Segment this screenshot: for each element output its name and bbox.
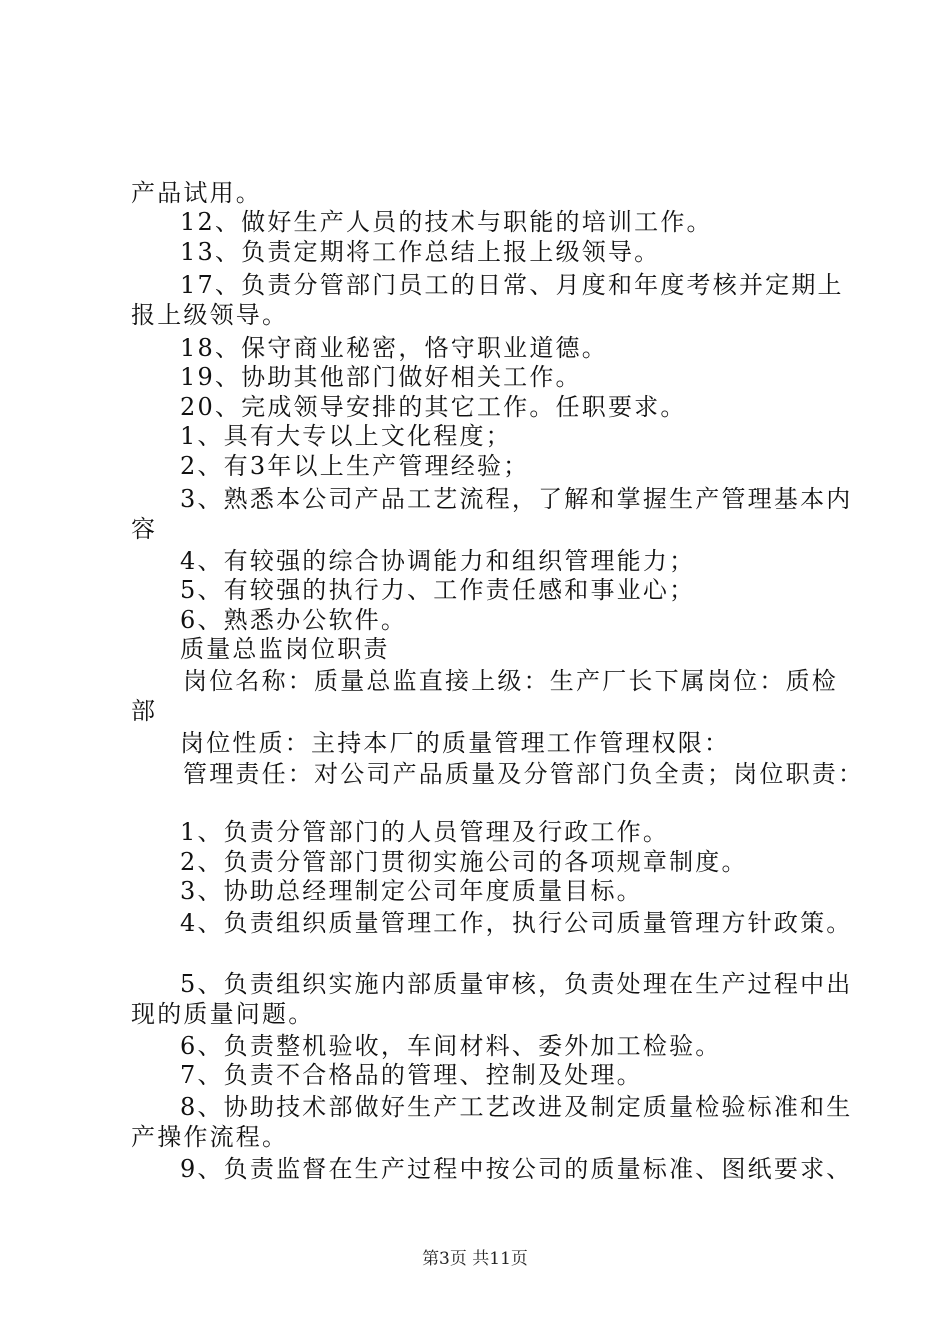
text-line: 9、负责监督在生产过程中按公司的质量标准、图纸要求、	[180, 1155, 853, 1183]
text-line: 5、有较强的执行力、工作责任感和事业心；	[180, 576, 696, 604]
text-line: 产品试用。	[131, 179, 262, 207]
text-line: 18、保守商业秘密，恪守职业道德。	[180, 334, 608, 362]
section-heading: 质量总监岗位职责	[180, 635, 390, 663]
text-line: 8、协助技术部做好生产工艺改进及制定质量检验标准和生	[180, 1093, 853, 1121]
text-line: 岗位名称：质量总监直接上级：生产厂长下属岗位：质检	[183, 667, 838, 695]
text-line: 20、完成领导安排的其它工作。任职要求。	[180, 393, 687, 421]
text-line: 报上级领导。	[131, 301, 289, 329]
text-line: 12、做好生产人员的技术与职能的培训工作。	[180, 208, 713, 236]
text-line: 1、具有大专以上文化程度；	[180, 422, 512, 450]
text-line: 17、负责分管部门员工的日常、月度和年度考核并定期上	[180, 271, 844, 299]
text-line: 4、有较强的综合协调能力和组织管理能力；	[180, 547, 696, 575]
text-line: 19、协助其他部门做好相关工作。	[180, 363, 582, 391]
text-line: 1、负责分管部门的人员管理及行政工作。	[180, 818, 670, 846]
text-line: 现的质量问题。	[131, 1000, 315, 1028]
text-line: 3、协助总经理制定公司年度质量目标。	[180, 877, 643, 905]
text-line: 4、负责组织质量管理工作，执行公司质量管理方针政策。	[180, 909, 853, 937]
text-line: 岗位性质：主持本厂的质量管理工作管理权限：	[180, 729, 731, 757]
text-line: 产操作流程。	[131, 1123, 289, 1151]
text-line: 容	[131, 515, 158, 543]
text-line: 2、负责分管部门贯彻实施公司的各项规章制度。	[180, 848, 748, 876]
text-line: 管理责任：对公司产品质量及分管部门负全责；岗位职责：	[183, 760, 865, 788]
text-line: 部	[131, 697, 158, 725]
text-line: 3、熟悉本公司产品工艺流程，了解和掌握生产管理基本内	[180, 485, 853, 513]
text-line: 13、负责定期将工作总结上报上级领导。	[180, 238, 661, 266]
text-line: 5、负责组织实施内部质量审核，负责处理在生产过程中出	[180, 970, 853, 998]
text-line: 6、熟悉办公软件。	[180, 606, 408, 634]
page-number-footer: 第3页 共11页	[422, 1249, 528, 1269]
text-line: 6、负责整机验收，车间材料、委外加工检验。	[180, 1032, 722, 1060]
text-line: 2、有3年以上生产管理经验；	[180, 452, 530, 480]
text-line: 7、负责不合格品的管理、控制及处理。	[180, 1061, 643, 1089]
